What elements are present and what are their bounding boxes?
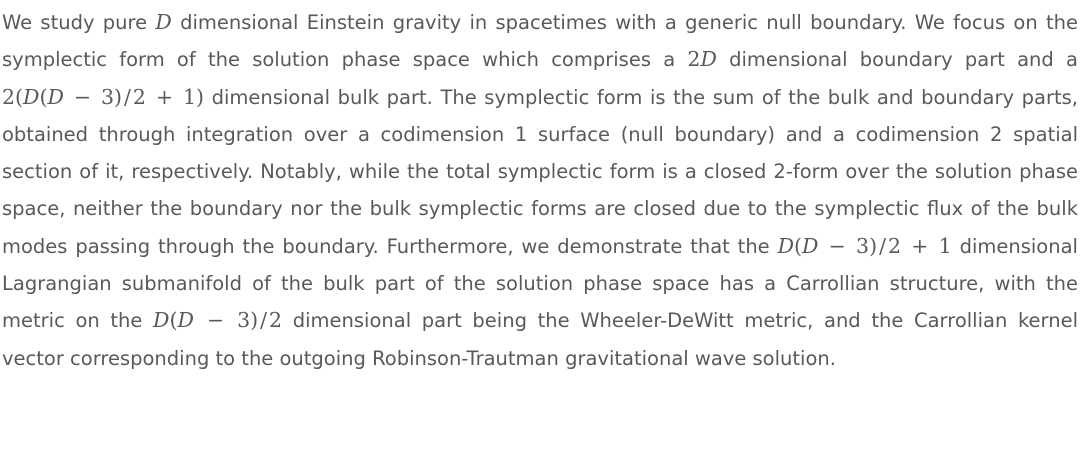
inline-math: D(D − 3)/2 + 1 [777,233,952,258]
inline-math: 2D [687,47,717,72]
inline-math: D(D − 3)/2 [153,308,283,333]
inline-math: 2(D(D − 3)/2 + 1) [2,84,205,109]
abstract-text: We study pure D dimensional Einstein gravity in spacetimes with a generic null boundary. We focus on the symplectic form of the solution phase space which comprises a 2D dimensional boundary part and a 2(D(D − 3)/2 + 1) dimensional bulk part. The symplectic form is the sum of the bulk and boundary parts, obtained through integration over a codimension 1 surface (null boundary) and a codimension 2 spatial section of it, respectively. Notably, while the total symplectic form is a closed 2-form over the solution phase space, neither the boundary nor the bulk symplectic forms are closed due to the symplectic flux of the bulk modes passing through the boundary. Furthermore, we demonstrate that the D(D − 3)/2 + 1 dimensional Lagrangian submanifold of the bulk part of the solution phase space has a Carrollian structure, with the metric on the D(D − 3)/2 dimensional part being the Wheeler-DeWitt metric, and the Carrollian kernel vector corresponding to the outgoing Robinson-Trautman gravitational wave solution. [2,10,1079,370]
inline-math: D [155,10,172,34]
